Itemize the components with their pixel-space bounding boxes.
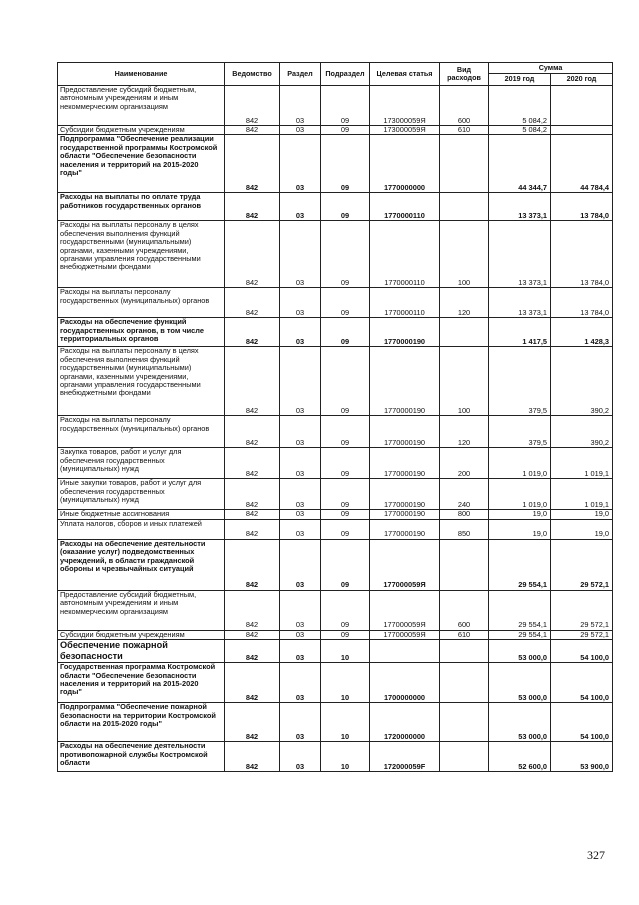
cell-dept: 842: [225, 221, 280, 288]
table-row: [58, 510, 613, 519]
cell-2020: [551, 126, 613, 135]
header-target: Целевая статья: [370, 63, 440, 86]
table-row: [58, 663, 613, 703]
cell-2019: 379,5: [489, 347, 551, 416]
cell-dept: 842: [225, 448, 280, 479]
cell-target: 1770000110: [370, 193, 440, 221]
cell-2020: 1 019,1: [551, 448, 613, 479]
cell-target: 1770000190: [370, 416, 440, 448]
cell-2019: 13 373,1: [489, 193, 551, 221]
cell-kind: 850: [440, 519, 489, 539]
cell-kind: 600: [440, 590, 489, 630]
table-body: [58, 86, 613, 772]
cell-2020: 29 572,1: [551, 539, 613, 590]
cell-section: 03: [280, 221, 321, 288]
header-kind: Вид расходов: [440, 63, 489, 86]
cell-name: Иные закупки товаров, работ и услуг для обеспечения государственных (муниципальных) нужд: [58, 479, 225, 510]
cell-name: Государственная программа Костромской области "Обеспечение безопасности населения и территорий на 2015-2020 годы": [58, 663, 225, 703]
cell-subsection: 09: [321, 416, 370, 448]
cell-dept: 842: [225, 519, 280, 539]
cell-dept: 842: [225, 193, 280, 221]
cell-target: 1770000190: [370, 347, 440, 416]
cell-subsection: 09: [321, 479, 370, 510]
cell-dept: 842: [225, 742, 280, 772]
cell-dept: 842: [225, 126, 280, 135]
cell-kind: 240: [440, 479, 489, 510]
cell-subsection: 09: [321, 221, 370, 288]
cell-dept: 842: [225, 318, 280, 347]
cell-name: Расходы на обеспечение деятельности (оказание услуг) подведомственных учреждений, в области гражданской обороны и чрезвычайных ситуаций: [58, 539, 225, 590]
cell-target: 1770000110: [370, 288, 440, 318]
cell-target: 177000059Я: [370, 630, 440, 639]
cell-target: 1770000190: [370, 519, 440, 539]
table-row: [58, 539, 613, 590]
cell-subsection: 09: [321, 126, 370, 135]
cell-kind: [440, 539, 489, 590]
header-dept: Ведомство: [225, 63, 280, 86]
table-row: [58, 590, 613, 630]
cell-subsection: 09: [321, 630, 370, 639]
cell-name: Расходы на обеспечение функций государственных органов, в том числе территориальных органов: [58, 318, 225, 347]
cell-target: 177000059Я: [370, 590, 440, 630]
cell-section: 03: [280, 416, 321, 448]
cell-target: 172000059F: [370, 742, 440, 772]
cell-subsection: 09: [321, 590, 370, 630]
cell-kind: [440, 318, 489, 347]
cell-2019: 379,5: [489, 416, 551, 448]
cell-name: Предоставление субсидий бюджетным, автономным учреждениям и иным некоммерческим организациям: [58, 590, 225, 630]
cell-name: Расходы на выплаты по оплате труда работников государственных органов: [58, 193, 225, 221]
cell-kind: 800: [440, 510, 489, 519]
cell-2020: 13 784,0: [551, 288, 613, 318]
cell-section: 03: [280, 590, 321, 630]
table-row: [58, 86, 613, 126]
table-row: [58, 135, 613, 193]
cell-dept: 842: [225, 640, 280, 663]
cell-section: 03: [280, 86, 321, 126]
cell-name: Закупка товаров, работ и услуг для обеспечения государственных (муниципальных) нужд: [58, 448, 225, 479]
table-row: [58, 640, 613, 663]
cell-name: Предоставление субсидий бюджетным, автономным учреждениям и иным некоммерческим организациям: [58, 86, 225, 126]
cell-section: 03: [280, 519, 321, 539]
cell-dept: 842: [225, 86, 280, 126]
cell-subsection: 09: [321, 347, 370, 416]
cell-kind: 200: [440, 448, 489, 479]
cell-target: 1700000000: [370, 663, 440, 703]
cell-target: 173000059Я: [370, 86, 440, 126]
cell-2019: 29 554,1: [489, 630, 551, 639]
cell-target: 1770000000: [370, 135, 440, 193]
cell-subsection: 09: [321, 193, 370, 221]
cell-name: Субсидии бюджетным учреждениям: [58, 630, 225, 639]
cell-kind: [440, 135, 489, 193]
cell-kind: 610: [440, 126, 489, 135]
cell-2019: 19,0: [489, 510, 551, 519]
cell-section: 03: [280, 539, 321, 590]
cell-target: 1770000110: [370, 221, 440, 288]
cell-kind: [440, 640, 489, 663]
cell-2020: 390,2: [551, 347, 613, 416]
cell-2019: 44 344,7: [489, 135, 551, 193]
cell-name: Расходы на выплаты персоналу государственных (муниципальных) органов: [58, 416, 225, 448]
cell-2020: 1 019,1: [551, 479, 613, 510]
cell-2020: 1 428,3: [551, 318, 613, 347]
cell-2019: 5 084,2: [489, 86, 551, 126]
cell-section: 03: [280, 448, 321, 479]
header-2019: 2019 год: [489, 74, 551, 86]
table-row: [58, 742, 613, 772]
cell-kind: [440, 703, 489, 742]
table-row: [58, 126, 613, 135]
cell-dept: 842: [225, 630, 280, 639]
cell-2019: 1 019,0: [489, 448, 551, 479]
cell-dept: 842: [225, 510, 280, 519]
cell-dept: 842: [225, 590, 280, 630]
cell-subsection: 09: [321, 539, 370, 590]
cell-section: 03: [280, 135, 321, 193]
cell-subsection: 09: [321, 318, 370, 347]
cell-section: 03: [280, 663, 321, 703]
cell-kind: [440, 193, 489, 221]
cell-subsection: 09: [321, 519, 370, 539]
cell-name: Расходы на выплаты персоналу в целях обеспечения выполнения функций государственными (муниципальными) органами, казенными учреждениями, органами управления государственными внебюджетными фондами: [58, 347, 225, 416]
cell-kind: 120: [440, 288, 489, 318]
cell-2020: 19,0: [551, 519, 613, 539]
cell-subsection: 10: [321, 742, 370, 772]
cell-section: 03: [280, 510, 321, 519]
table-row: [58, 519, 613, 539]
cell-subsection: 09: [321, 510, 370, 519]
cell-subsection: 09: [321, 288, 370, 318]
cell-name: Расходы на обеспечение деятельности противопожарной службы Костромской области: [58, 742, 225, 772]
cell-2019: 53 000,0: [489, 663, 551, 703]
table-row: [58, 318, 613, 347]
header-name: Наименование: [58, 63, 225, 86]
cell-2019: 53 000,0: [489, 703, 551, 742]
cell-name: Обеспечение пожарной безопасности: [58, 640, 225, 663]
cell-kind: 600: [440, 86, 489, 126]
cell-dept: 842: [225, 703, 280, 742]
cell-section: 03: [280, 703, 321, 742]
cell-subsection: 10: [321, 703, 370, 742]
cell-kind: 120: [440, 416, 489, 448]
cell-name: Уплата налогов, сборов и иных платежей: [58, 519, 225, 539]
header-section: Раздел: [280, 63, 321, 86]
cell-dept: 842: [225, 416, 280, 448]
cell-section: 03: [280, 288, 321, 318]
cell-name: Расходы на выплаты персоналу в целях обеспечения выполнения функций государственными (муниципальными) органами, казенными учреждениями, органами управления государственными внебюджетными фондами: [58, 221, 225, 288]
table-row: [58, 221, 613, 288]
header-2020: 2020 год: [551, 74, 613, 86]
cell-target: [370, 640, 440, 663]
cell-2019: 19,0: [489, 519, 551, 539]
cell-subsection: 09: [321, 86, 370, 126]
table-row: [58, 630, 613, 639]
cell-section: 03: [280, 479, 321, 510]
table-row: [58, 416, 613, 448]
cell-target: 173000059Я: [370, 126, 440, 135]
cell-2020: 29 572,1: [551, 590, 613, 630]
cell-subsection: 10: [321, 640, 370, 663]
cell-target: 1770000190: [370, 318, 440, 347]
cell-section: 03: [280, 742, 321, 772]
cell-target: 1720000000: [370, 703, 440, 742]
cell-target: 1770000190: [370, 448, 440, 479]
table-row: [58, 703, 613, 742]
cell-2020: 54 100,0: [551, 663, 613, 703]
table-row: [58, 347, 613, 416]
cell-section: 03: [280, 318, 321, 347]
header-subsection: Подраздел: [321, 63, 370, 86]
cell-name: Подпрограмма "Обеспечение реализации государственной программы Костромской области "Обеспечение безопасности населения и территорий на 2015-2020 годы": [58, 135, 225, 193]
cell-2020: 53 900,0: [551, 742, 613, 772]
budget-table-sheet: [57, 62, 612, 772]
cell-2019: 13 373,1: [489, 288, 551, 318]
table-row: [58, 448, 613, 479]
cell-2020: [551, 86, 613, 126]
cell-dept: 842: [225, 539, 280, 590]
cell-section: 03: [280, 347, 321, 416]
cell-2020: 19,0: [551, 510, 613, 519]
cell-name: Расходы на выплаты персоналу государственных (муниципальных) органов: [58, 288, 225, 318]
cell-target: 1770000190: [370, 510, 440, 519]
cell-target: 1770000190: [370, 479, 440, 510]
cell-2019: 13 373,1: [489, 221, 551, 288]
cell-dept: 842: [225, 663, 280, 703]
cell-dept: 842: [225, 288, 280, 318]
cell-2019: 53 000,0: [489, 640, 551, 663]
cell-name: Субсидии бюджетным учреждениям: [58, 126, 225, 135]
cell-kind: 100: [440, 221, 489, 288]
cell-kind: [440, 742, 489, 772]
cell-2020: 390,2: [551, 416, 613, 448]
table-row: [58, 288, 613, 318]
cell-2020: 13 784,0: [551, 193, 613, 221]
cell-subsection: 09: [321, 135, 370, 193]
cell-2020: 29 572,1: [551, 630, 613, 639]
cell-dept: 842: [225, 479, 280, 510]
cell-2019: 5 084,2: [489, 126, 551, 135]
cell-2020: 54 100,0: [551, 640, 613, 663]
header-sum: Сумма: [489, 63, 613, 74]
cell-2019: 1 019,0: [489, 479, 551, 510]
cell-2020: 44 784,4: [551, 135, 613, 193]
cell-2020: 54 100,0: [551, 703, 613, 742]
page-number: 327: [587, 848, 605, 862]
cell-section: 03: [280, 126, 321, 135]
cell-2020: 13 784,0: [551, 221, 613, 288]
cell-subsection: 10: [321, 663, 370, 703]
cell-2019: 52 600,0: [489, 742, 551, 772]
cell-section: 03: [280, 640, 321, 663]
cell-name: Подпрограмма "Обеспечение пожарной безопасности на территории Костромской области на 2015-2020 годы": [58, 703, 225, 742]
budget-table: [57, 62, 613, 772]
cell-kind: 100: [440, 347, 489, 416]
cell-name: Иные бюджетные ассигнования: [58, 510, 225, 519]
cell-kind: 610: [440, 630, 489, 639]
cell-dept: 842: [225, 347, 280, 416]
cell-2019: 29 554,1: [489, 539, 551, 590]
cell-2019: 1 417,5: [489, 318, 551, 347]
cell-2019: 29 554,1: [489, 590, 551, 630]
table-row: [58, 479, 613, 510]
cell-section: 03: [280, 193, 321, 221]
cell-section: 03: [280, 630, 321, 639]
cell-kind: [440, 663, 489, 703]
table-row: [58, 193, 613, 221]
cell-dept: 842: [225, 135, 280, 193]
cell-subsection: 09: [321, 448, 370, 479]
cell-target: 177000059Я: [370, 539, 440, 590]
